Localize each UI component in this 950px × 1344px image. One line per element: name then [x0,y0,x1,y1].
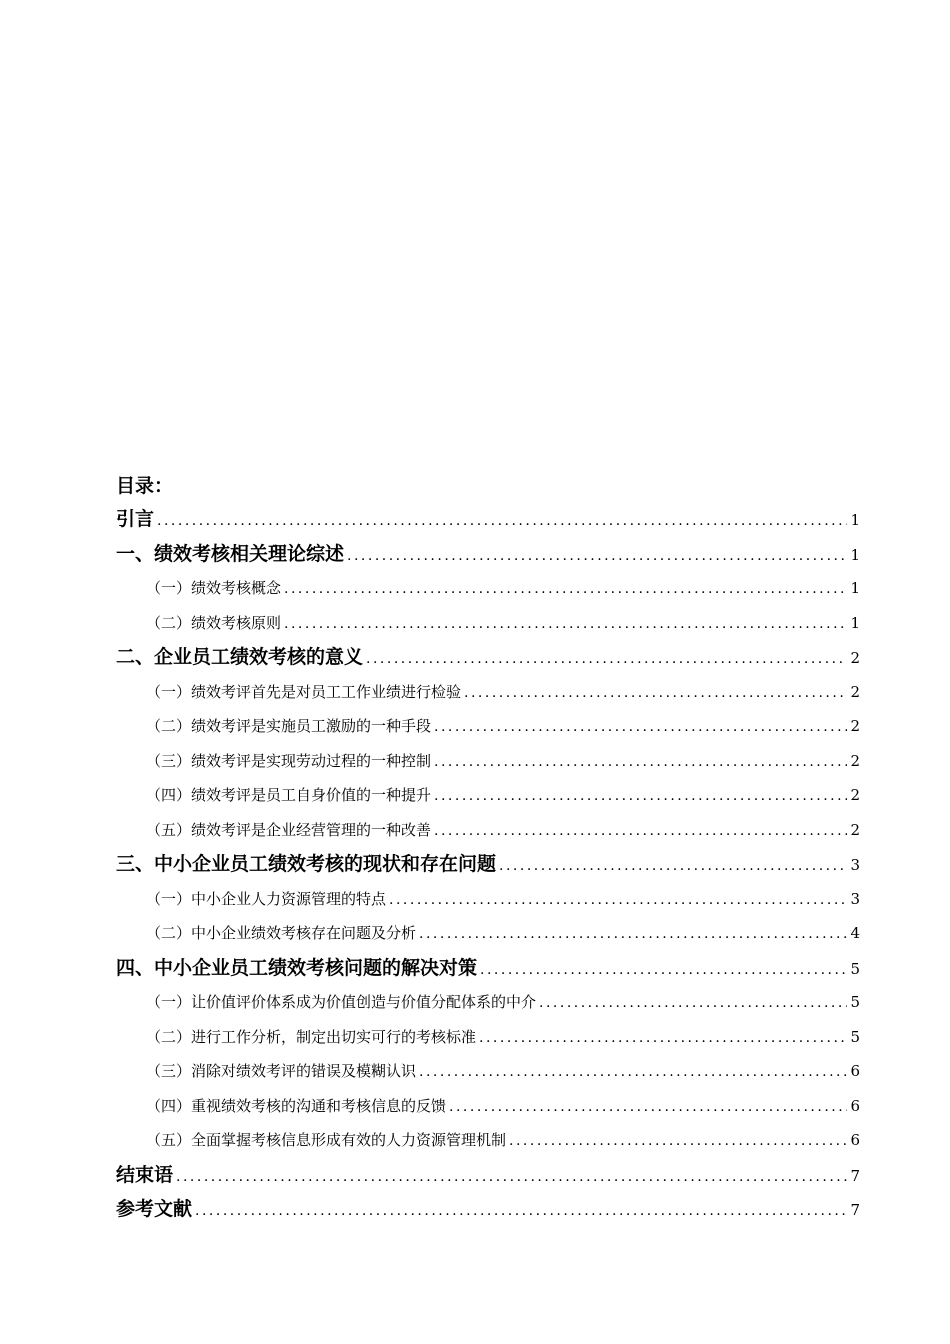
toc-entry-label: （四）绩效考评是员工自身价值的一种提升 [146,786,432,804]
toc-leader-dots [480,953,847,986]
toc-entry-label: 三、中小企业员工绩效考核的现状和存在问题 [116,853,497,875]
toc-page-number: 2 [850,751,860,770]
toc-entry-label: （二）进行工作分析，制定出切实可行的考核标准 [146,1027,477,1046]
toc-subentry[interactable] [116,882,860,917]
toc-leader-dots [157,504,847,537]
toc-entry[interactable] [116,640,860,675]
toc-page-number: 7 [850,1201,860,1219]
toc-page-number: 5 [850,993,860,1011]
toc-subentry[interactable] [116,675,860,710]
toc-leader-dots [434,745,847,779]
toc-leader-dots [449,1090,847,1124]
toc-entry-label: （五）全面掌握考核信息形成有效的人力资源管理机制 [146,1131,507,1149]
toc-entry-label: （二）绩效考核原则 [146,613,282,632]
toc-leader-dots [284,572,847,606]
toc-entry-label: （一）绩效考核概念 [146,579,282,597]
toc-page-number: 5 [850,1027,860,1046]
toc-entry-label: （三）绩效考评是实现劳动过程的一种控制 [146,751,432,770]
toc-leader-dots [366,642,847,675]
toc-page-number: 6 [850,1096,860,1115]
toc-entry[interactable] [116,1158,860,1193]
toc-subentry[interactable] [116,606,860,641]
toc-leader-dots [434,814,847,848]
toc-page-number: 2 [850,786,860,804]
toc-entry-label: （二）绩效考评是实施员工激励的一种手段 [146,717,432,735]
toc-page-number: 1 [850,545,860,564]
toc-subentry[interactable] [116,778,860,813]
toc-entry[interactable] [116,847,860,882]
toc-entry-label: （一）绩效考评首先是对员工工作业绩进行检验 [146,682,462,701]
toc-entry-label: 引言 [116,508,155,530]
toc-entry-label: （四）重视绩效考核的沟通和考核信息的反馈 [146,1096,447,1115]
toc-subentry[interactable] [116,1020,860,1055]
toc-entry-label: 参考文献 [116,1198,193,1220]
toc-leader-dots [464,676,847,710]
toc-page-number: 7 [850,1166,860,1185]
toc-subentry[interactable] [116,1123,860,1158]
toc-entry-label: （三）消除对绩效考评的错误及模糊认识 [146,1062,417,1080]
toc-entry[interactable] [116,537,860,572]
toc-entry-label: （二）中小企业绩效考核存在问题及分析 [146,924,417,942]
toc-leader-dots [539,986,847,1020]
toc-title: 目录： [116,475,174,497]
toc-page-number: 2 [850,649,860,667]
toc-entry-label: 结束语 [116,1163,174,1186]
toc-page-number: 2 [850,820,860,839]
toc-subentry[interactable] [116,916,860,951]
toc-page-number: 6 [850,1062,860,1080]
toc-entry-label: （一）中小企业人力资源管理的特点 [146,889,387,908]
toc-page-number: 5 [850,959,860,978]
toc-entry-label: （一）让价值评价体系成为价值创造与价值分配体系的中介 [146,993,537,1011]
toc-subentry[interactable] [116,744,860,779]
table-of-contents [116,470,860,1227]
toc-leader-dots [434,710,847,744]
toc-leader-dots [347,539,847,572]
toc-entry-label: 四、中小企业员工绩效考核问题的解决对策 [116,956,478,979]
toc-page-number: 4 [850,924,860,942]
toc-page-number: 1 [850,511,860,529]
toc-page-number: 2 [850,717,860,735]
toc-entry-label: （五）绩效考评是企业经营管理的一种改善 [146,820,432,839]
toc-subentry[interactable] [116,813,860,848]
toc-leader-dots [479,1021,847,1055]
toc-entry[interactable] [116,1192,860,1227]
toc-leader-dots [499,849,847,882]
toc-subentry[interactable] [116,985,860,1020]
toc-entry[interactable] [116,951,860,986]
toc-subentry[interactable] [116,571,860,606]
toc-leader-dots [195,1194,847,1227]
toc-leader-dots [284,607,847,641]
toc-page-number: 3 [850,889,860,908]
toc-list [116,502,860,1227]
toc-entry[interactable] [116,502,860,537]
toc-leader-dots [419,917,847,951]
toc-entry-label: 二、企业员工绩效考核的意义 [116,646,364,668]
toc-page-number: 2 [850,682,860,701]
toc-subentry[interactable] [116,709,860,744]
toc-leader-dots [509,1124,847,1158]
toc-page-number: 1 [850,579,860,597]
toc-page-number: 6 [850,1131,860,1149]
toc-subentry[interactable] [116,1054,860,1089]
toc-page-number: 3 [850,856,860,874]
toc-subentry[interactable] [116,1089,860,1124]
toc-page-number: 1 [850,613,860,632]
toc-leader-dots [389,883,847,917]
toc-entry-label: 一、绩效考核相关理论综述 [116,542,345,565]
toc-leader-dots [176,1160,847,1193]
toc-leader-dots [419,1055,847,1089]
toc-leader-dots [434,779,847,813]
